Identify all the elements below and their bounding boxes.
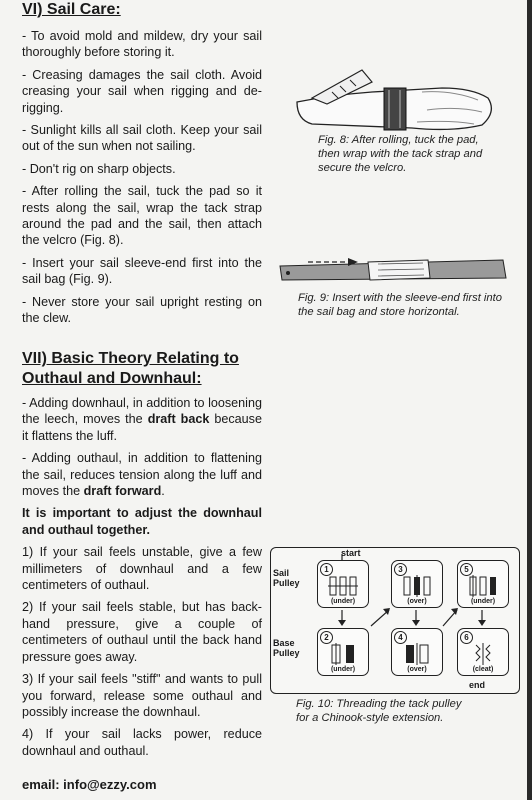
tuning-item: 1) If your sail feels unstable, give a few millimeters of downhaul and a few centimeters of outhaul.: [22, 545, 262, 593]
step-number: 6: [460, 631, 473, 644]
fig9-caption: Fig. 9: Insert with the sleeve-end first into the sail bag and store horizontal.: [298, 292, 502, 318]
tuning-item: 3) If your sail feels "stiff" and wants to pull you forward, release some outhaul and possibly increase the downhaul.: [22, 672, 262, 719]
threading-arrows: [271, 548, 519, 693]
draft-forward-emphasis: draft forward: [83, 484, 162, 499]
care-item: - To avoid mold and mildew, dry your sail thoroughly before storing it.: [22, 29, 262, 60]
step-number: 1: [320, 563, 333, 576]
section-6-heading: VI) Sail Care:: [22, 1, 121, 18]
section-7-heading-line2: Outhaul and Downhaul:: [22, 370, 202, 387]
step-number: 2: [320, 631, 333, 644]
tuning-item: 2) If your sail feels stable, but has back-hand pressure, give a couple of centimeters of outhaul until the back hand pressure goes away.: [22, 600, 262, 664]
draft-back-emphasis: draft back: [147, 412, 210, 427]
fig10-caption-line2: for a Chinook-style extension.: [296, 712, 444, 724]
fig10-pulley-diagram: [270, 547, 520, 694]
fig8-caption: Fig. 8: After rolling, tuck the pad, then wrap with the tack strap and secure the velcro.: [318, 134, 483, 174]
step-label: (under): [470, 598, 496, 605]
page-edge-shadow: [527, 0, 532, 800]
step-label: (over): [407, 666, 427, 673]
important-note: It is important to adjust the downhaul and outhaul together.: [22, 506, 262, 537]
fig10-caption-line1: Fig. 10: Threading the tack pulley: [296, 698, 462, 710]
step-label: (under): [330, 598, 356, 605]
outhaul-paragraph: - Adding outhaul, in addition to flattening the sail, reduces tension along the luff and moves the draft forward.: [22, 451, 262, 499]
step-label: (under): [330, 666, 356, 673]
fig8-rolled-sail-illustration: [292, 40, 512, 135]
care-item: - Insert your sail sleeve-end first into the sail bag (Fig. 9).: [22, 255, 262, 287]
base-pulley-label: Base Pulley: [273, 638, 300, 658]
sail-pulley-label: Sail Pulley: [273, 568, 300, 588]
care-item: - Don't rig on sharp objects.: [22, 161, 176, 176]
care-item: - Never store your sail upright resting on the clew.: [22, 294, 262, 326]
downhaul-paragraph: - Adding downhaul, in addition to loosening the leech, moves the draft back because it flattens the luff.: [22, 396, 262, 443]
care-item: - Sunlight kills all sail cloth. Keep your sail out of the sun when not sailing.: [22, 123, 262, 154]
step-label: (cleat): [472, 666, 494, 673]
section-6-list: [22, 28, 262, 333]
end-label: end: [469, 680, 486, 690]
fig9-sail-bag-illustration: [278, 250, 508, 288]
contact-email: email: info@ezzy.com: [22, 777, 157, 792]
section-7-heading-line1: VII) Basic Theory Relating to: [22, 350, 239, 367]
start-label: start: [341, 548, 361, 558]
step-number: 3: [394, 563, 407, 576]
tuning-item: 4) If your sail lacks power, reduce downhaul and outhaul.: [22, 727, 262, 758]
care-item: - After rolling the sail, tuck the pad so it rests along the sail, wrap the tack strap around the pad and the sail, then attach the velcro (Fig. 8).: [22, 184, 262, 248]
section-7-body: [22, 395, 262, 765]
step-number: 4: [394, 631, 407, 644]
care-item: - Creasing damages the sail cloth. Avoid creasing your sail when rigging and de-rigging.: [22, 67, 262, 115]
step-number: 5: [460, 563, 473, 576]
step-label: (over): [407, 598, 427, 605]
